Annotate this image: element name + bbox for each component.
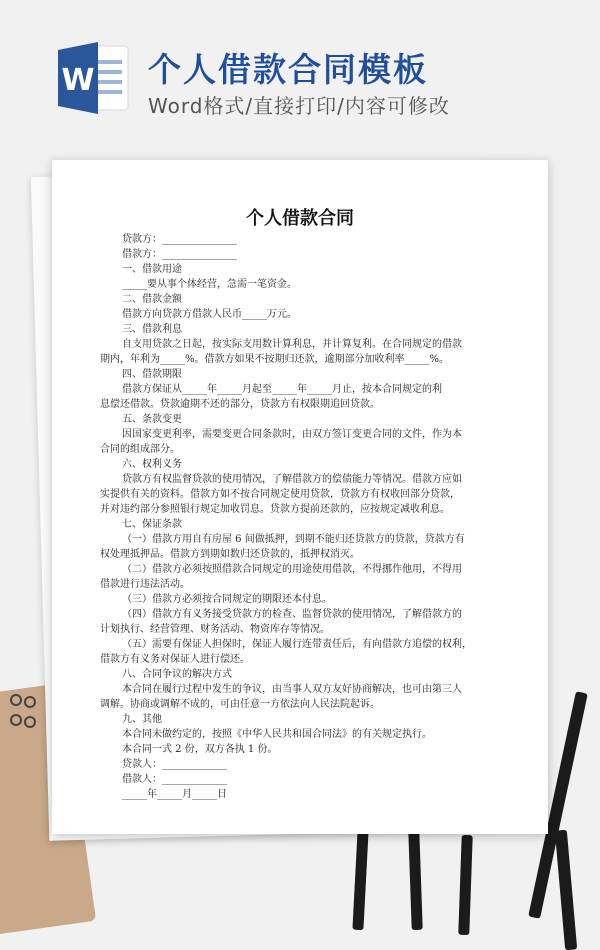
- document-line: _____要从事个体经营，急需一笔资金。: [122, 279, 297, 290]
- document-line: 计划执行、经营管理、财务活动、物资库存等情况。: [100, 624, 330, 635]
- document-line: 借款人：_____________: [122, 774, 227, 785]
- document-line: 息偿还借款。贷款逾期不还的部分，贷款方有权限期追回贷款。: [100, 399, 380, 410]
- document-line: 借款方：_______________: [122, 249, 237, 260]
- section-heading: 一、借款用途: [122, 264, 182, 275]
- section-heading: 八、合同争议的解决方式: [122, 669, 232, 680]
- document-body: [100, 232, 504, 802]
- document-line: 实提供有关的资料。借款方如不按合同规定使用贷款，贷款方有权收回部分贷款，: [100, 489, 460, 500]
- document-line: （三）借款方必须按合同规定的期限还本付息。: [122, 594, 332, 605]
- document-line: 权处理抵押品。借款方到期如数归还贷款的，抵押权消灭。: [100, 549, 360, 560]
- pencil-image: [352, 830, 368, 930]
- word-icon: [52, 36, 136, 120]
- section-heading: 三、借款利息: [122, 324, 182, 335]
- document-page: [52, 160, 548, 834]
- word-logo-letter: W: [61, 63, 95, 98]
- document-line: 调解。协商或调解不成的，可由任意一方依法向人民法院起诉。: [100, 699, 380, 710]
- document-line: 自支用贷款之日起，按实际支用数计算利息，并计算复利。在合同规定的借款: [122, 339, 462, 350]
- section-heading: 五、条款变更: [122, 414, 182, 425]
- document-line: 借款方保证从_____年_____月起至_____年_____月止，按本合同规定的利: [122, 384, 442, 395]
- document-line: _____年_____月_____日: [122, 789, 227, 800]
- document-line: 借款方向贷款方借款人民币_____万元。: [122, 309, 297, 320]
- document-line: 贷款方：_______________: [122, 234, 237, 245]
- document-line: （四）借款方有义务接受贷款方的检查、监督贷款的使用情况，了解借款方的: [122, 609, 462, 620]
- section-heading: 九、其他: [122, 714, 162, 725]
- banner-subtitle: Word格式/直接打印/内容可修改: [148, 94, 450, 118]
- document-line: 借款进行违法活动。: [100, 579, 190, 590]
- pencil-image: [555, 830, 577, 950]
- document-line: 期内，年利为_____%。借款方如果不按期归还款，逾期部分加收利率_____%。: [100, 354, 450, 365]
- document-line: （二）借款方必须按照借款合同规定的用途使用借款，不得挪作他用，不得用: [122, 564, 462, 575]
- document-title: 个人借款合同: [246, 208, 354, 229]
- section-heading: 七、保证条款: [122, 519, 182, 530]
- section-heading: 二、借款金额: [122, 294, 182, 305]
- section-heading: 四、借款期限: [122, 369, 182, 380]
- document-line: 合同的组成部分。: [100, 444, 180, 455]
- document-line: （一）借款方用自有房屋 6 间做抵押，到期不能归还贷款方的贷款，贷款方有: [122, 534, 465, 545]
- document-line: 贷款方有权监督贷款的使用情况，了解借款方的偿债能力等情况。借款方应如: [122, 474, 462, 485]
- pencil-image: [458, 835, 472, 935]
- document-line: 贷款人：_____________: [122, 759, 227, 770]
- notebook-rings: [6, 690, 46, 750]
- pencil-image: [408, 830, 422, 930]
- document-line: 因国家变更利率，需要变更合同条款时，由双方签订变更合同的文件，作为本: [122, 429, 462, 440]
- document-line: 借款方有义务对保证人进行偿还。: [100, 654, 250, 665]
- document-line: 本合同一式 2 份，双方各执 1 份。: [122, 744, 278, 755]
- banner-title: 个人借款合同模板: [148, 50, 428, 89]
- document-line: 本合同在履行过程中发生的争议，由当事人双方友好协商解决，也可由第三人: [122, 684, 462, 695]
- document-line: （五）需要有保证人担保时，保证人履行连带责任后，有向借款方追偿的权利，: [122, 639, 472, 650]
- document-line: 本合同未做约定的，按照《中华人民共和国合同法》的有关规定执行。: [122, 729, 432, 740]
- section-heading: 六、权利义务: [122, 459, 182, 470]
- document-line: 并对违约部分参照银行规定加收罚息。贷款方提前还款的，应按规定减收利息。: [100, 504, 450, 515]
